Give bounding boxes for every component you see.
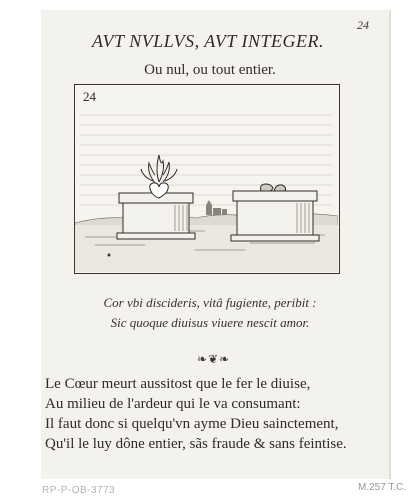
emblem-scene <box>75 85 338 272</box>
pebble <box>108 254 111 257</box>
plate-number: 24 <box>357 18 369 32</box>
emblem-engraving <box>74 84 340 274</box>
latin-verse <box>70 293 350 333</box>
emblem-number: 24 <box>83 89 96 104</box>
right-altar <box>231 191 319 241</box>
heart-half-right-icon <box>274 185 286 191</box>
left-altar <box>117 193 195 239</box>
latin-motto: AVT NVLLVS, AVT INTEGER. <box>91 31 325 51</box>
collection-mark: M.257 T.C. <box>358 482 407 493</box>
distant-town <box>206 200 227 215</box>
inventory-number: RP-P-OB-3773 <box>42 485 116 496</box>
heart-half-left-icon <box>261 184 273 191</box>
latin-line: Cor vbi discideris, vitâ fugiente, peribit : <box>103 295 317 310</box>
french-line: Il faut donc si quelqu'vn ayme Dieu sainctement, <box>45 416 339 432</box>
french-line: Au milieu de l'ardeur qui le va consumant: <box>45 396 301 412</box>
french-line: Qu'il le luy dône entier, sãs fraude & sans feintise. <box>45 436 347 452</box>
french-motto: Ou nul, ou tout entier. <box>144 62 276 78</box>
flame-icon <box>141 155 177 183</box>
fleuron-ornament: ❧❦❧ <box>197 352 231 366</box>
latin-line: Sic quoque diuisus viuere nescit amor. <box>110 315 310 330</box>
french-line: Le Cœur meurt aussitost que le fer le diuise, <box>45 376 311 392</box>
french-verse <box>45 374 385 454</box>
